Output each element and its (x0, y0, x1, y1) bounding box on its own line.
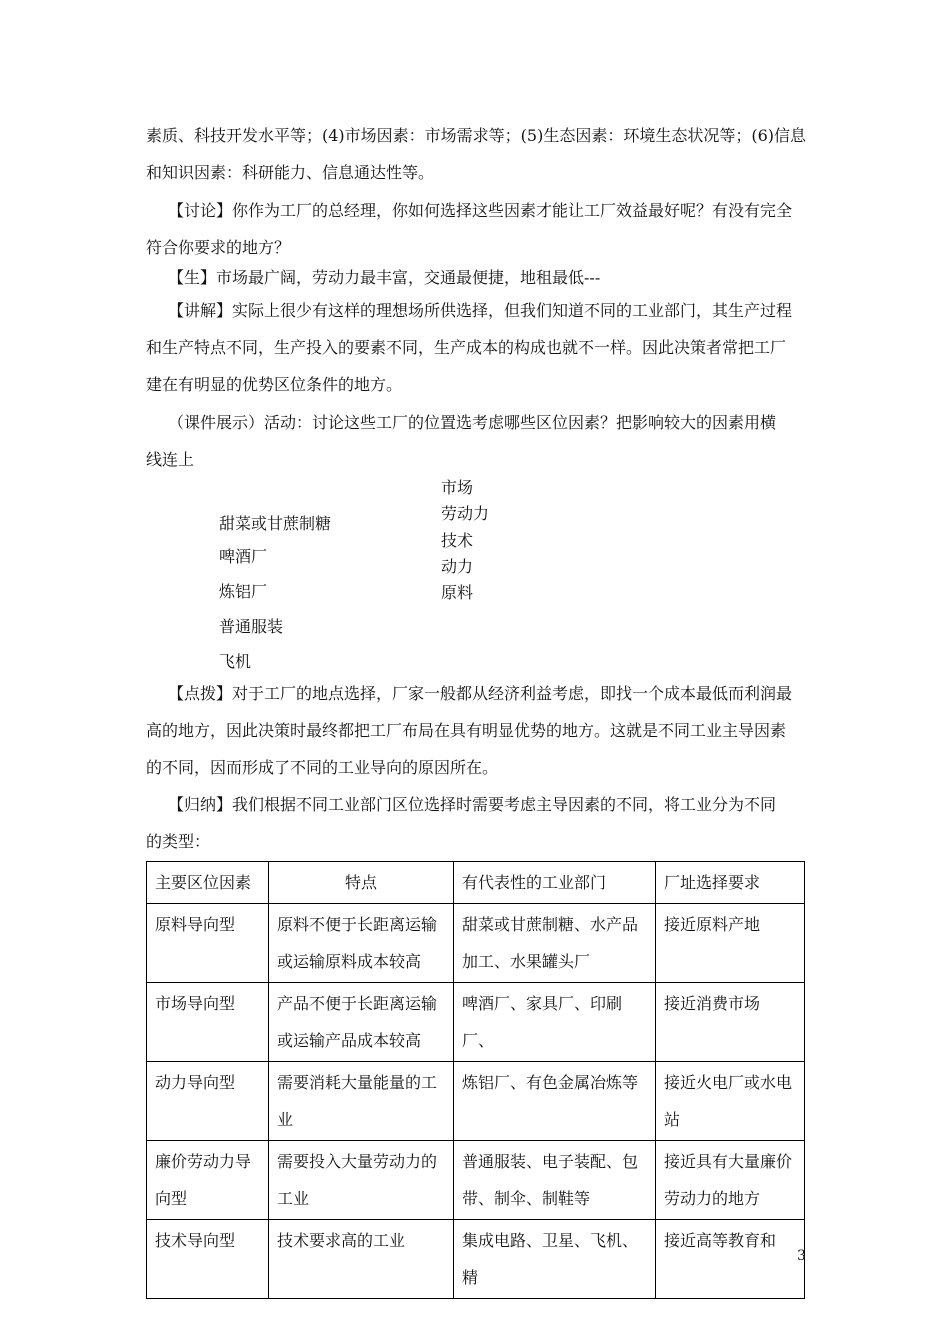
paragraph-hint (146, 675, 806, 786)
table-cell: 接近原料产地 (656, 904, 805, 983)
table-cell: 动力导向型 (147, 1062, 269, 1141)
factor-label: 技术 (441, 531, 474, 550)
table-header-row (147, 862, 805, 904)
table-cell: 接近火电厂或水电站 (656, 1062, 805, 1141)
factory-label: 炼铝厂 (219, 582, 268, 601)
text-line: 的不同，因而形成了不同的工业导向的原因所在。 (146, 758, 499, 777)
industry-location-table (146, 861, 805, 1299)
factor-label: 动力 (441, 557, 474, 576)
table-cell: 原料导向型 (147, 904, 269, 983)
table-row (147, 1141, 805, 1220)
factor-label: 市场 (441, 478, 474, 497)
factory-label: 甜菜或甘蔗制糖 (219, 514, 332, 533)
factory-label: 飞机 (219, 652, 252, 671)
table-cell: 接近消费市场 (656, 983, 805, 1062)
table-cell: 技术导向型 (147, 1220, 269, 1299)
table-cell: 普通服装、电子装配、包带、制伞、制鞋等 (454, 1141, 656, 1220)
text-line: 【讨论】你作为工厂的总经理，你如何选择这些因素才能让工厂效益最好呢？有没有完全 (168, 201, 793, 220)
paragraph-student (146, 259, 806, 296)
paragraph-discussion (146, 192, 806, 266)
table-cell: 原料不便于长距离运输或运输原料成本较高 (269, 904, 454, 983)
table-cell: 甜菜或甘蔗制糖、水产品加工、水果罐头厂 (454, 904, 656, 983)
text-line: （课件展示）活动：讨论这些工厂的位置选考虑哪些区位因素？把影响较大的因素用横 (168, 413, 777, 432)
table-cell: 炼铝厂、有色金属冶炼等 (454, 1062, 656, 1141)
table-cell: 产品不便于长距离运输或运输产品成本较高 (269, 983, 454, 1062)
table-header-cell: 特点 (269, 862, 454, 904)
table-cell: 接近具有大量廉价劳动力的地方 (656, 1141, 805, 1220)
text-line: 素质、科技开发水平等；(4)市场因素：市场需求等；(5)生态因素：环境生态状况等；(6)信息 (146, 126, 806, 145)
table-row (147, 1062, 805, 1141)
table-row (147, 983, 805, 1062)
factor-label: 劳动力 (441, 504, 490, 523)
factory-label: 啤酒厂 (219, 547, 268, 566)
paragraph-factors-continued (146, 117, 806, 191)
table-cell: 啤酒厂、家具厂、印刷厂、 (454, 983, 656, 1062)
text-line: 【生】市场最广阔，劳动力最丰富，交通最便捷，地租最低--- (168, 268, 601, 287)
text-line: 和生产特点不同，生产投入的要素不同，生产成本的构成也就不一样。因此决策者常把工厂 (146, 338, 787, 357)
table-cell: 廉价劳动力导向型 (147, 1141, 269, 1220)
text-line: 线连上 (146, 450, 195, 469)
paragraph-summary (146, 786, 806, 860)
table-cell: 接近高等教育和 (656, 1220, 805, 1299)
table-cell: 需要消耗大量能量的工业 (269, 1062, 454, 1141)
text-line: 【讲解】实际上很少有这样的理想场所供选择，但我们知道不同的工业部门，其生产过程 (168, 301, 793, 320)
factor-label: 原料 (441, 583, 474, 602)
table-header-cell: 厂址选择要求 (656, 862, 805, 904)
text-line: 符合你要求的地方？ (146, 238, 291, 257)
table-cell: 集成电路、卫星、飞机、精 (454, 1220, 656, 1299)
text-line: 和知识因素：科研能力、信息通达性等。 (146, 163, 435, 182)
text-line: 建在有明显的优势区位条件的地方。 (146, 375, 403, 394)
table-header-cell: 主要区位因素 (147, 862, 269, 904)
table-header-cell: 有代表性的工业部门 (454, 862, 656, 904)
table-row (147, 904, 805, 983)
text-line: 【归纳】我们根据不同工业部门区位选择时需要考虑主导因素的不同，将工业分为不同 (168, 795, 777, 814)
page-number: 3 (797, 1248, 806, 1264)
table-cell: 市场导向型 (147, 983, 269, 1062)
table-cell: 需要投入大量劳动力的工业 (269, 1141, 454, 1220)
table-row (147, 1220, 805, 1299)
paragraph-activity (146, 404, 806, 478)
text-line: 高的地方，因此决策时最终都把工厂布局在具有明显优势的地方。这就是不同工业主导因素 (146, 721, 787, 740)
paragraph-explanation (146, 292, 806, 403)
text-line: 的类型： (146, 832, 211, 851)
factory-label: 普通服装 (219, 617, 284, 636)
table-cell: 技术要求高的工业 (269, 1220, 454, 1299)
text-line: 【点拨】对于工厂的地点选择，厂家一般都从经济利益考虑，即找一个成本最低而利润最 (168, 684, 793, 703)
